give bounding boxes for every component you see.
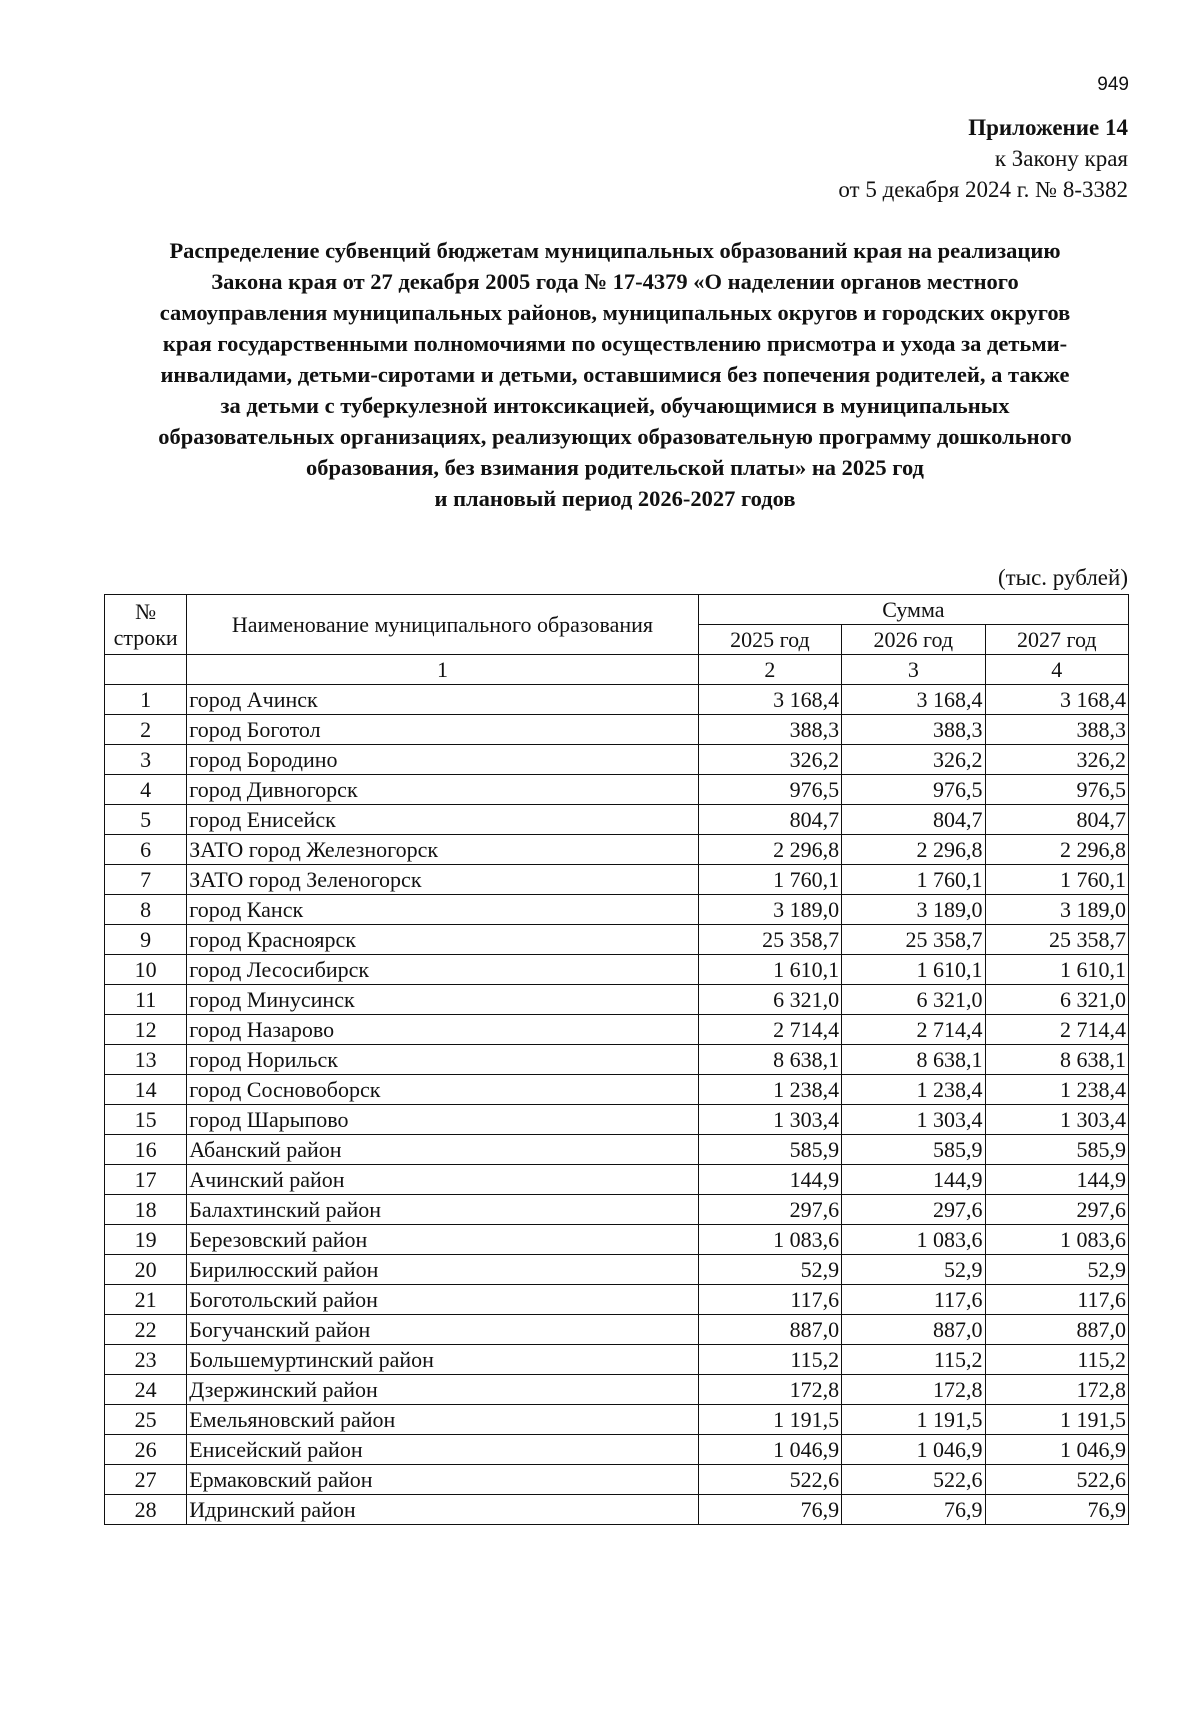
title-line: инвалидами, детьми-сиротами и детьми, оставшимися без попечения родителей, а также [160, 362, 1070, 387]
table-row [105, 1075, 1129, 1105]
row-number-cell: 14 [105, 1075, 187, 1105]
value-2027-cell: 6 321,0 [985, 985, 1128, 1015]
municipality-name-cell: город Дивногорск [187, 775, 698, 805]
table-row [105, 925, 1129, 955]
row-number-cell: 26 [105, 1435, 187, 1465]
value-2027-cell: 3 189,0 [985, 895, 1128, 925]
row-number-cell: 17 [105, 1165, 187, 1195]
table-row [105, 1375, 1129, 1405]
municipality-name-cell: город Боготол [187, 715, 698, 745]
header-year-2026: 2026 год [842, 625, 985, 655]
column-index-blank [105, 655, 187, 685]
value-2027-cell: 1 046,9 [985, 1435, 1128, 1465]
header-row-top [105, 595, 1129, 625]
row-number-cell: 8 [105, 895, 187, 925]
value-2026-cell: 3 189,0 [842, 895, 985, 925]
table-row [105, 685, 1129, 715]
title-line: за детьми с туберкулезной интоксикацией, обучающимися в муниципальных [220, 393, 1010, 418]
value-2026-cell: 976,5 [842, 775, 985, 805]
table-row [105, 1135, 1129, 1165]
value-2027-cell: 297,6 [985, 1195, 1128, 1225]
municipality-name-cell: Ачинский район [187, 1165, 698, 1195]
municipality-name-cell: ЗАТО город Железногорск [187, 835, 698, 865]
value-2027-cell: 2 296,8 [985, 835, 1128, 865]
row-number-cell: 19 [105, 1225, 187, 1255]
table-body [105, 685, 1129, 1525]
municipality-name-cell: город Шарыпово [187, 1105, 698, 1135]
value-2025-cell: 1 083,6 [698, 1225, 841, 1255]
row-number-cell: 11 [105, 985, 187, 1015]
municipality-name-cell: Енисейский район [187, 1435, 698, 1465]
row-number-cell: 24 [105, 1375, 187, 1405]
table-row [105, 985, 1129, 1015]
municipality-name-cell: Емельяновский район [187, 1405, 698, 1435]
value-2025-cell: 8 638,1 [698, 1045, 841, 1075]
row-number-cell: 18 [105, 1195, 187, 1225]
municipality-name-cell: город Ачинск [187, 685, 698, 715]
table-row [105, 1285, 1129, 1315]
value-2025-cell: 3 168,4 [698, 685, 841, 715]
value-2027-cell: 8 638,1 [985, 1045, 1128, 1075]
table-row [105, 865, 1129, 895]
header-row-number-line2: строки [113, 624, 178, 650]
value-2025-cell: 887,0 [698, 1315, 841, 1345]
value-2026-cell: 8 638,1 [842, 1045, 985, 1075]
table-row [105, 1255, 1129, 1285]
header-sum: Сумма [698, 595, 1128, 625]
value-2026-cell: 522,6 [842, 1465, 985, 1495]
value-2027-cell: 1 760,1 [985, 865, 1128, 895]
appendix-law-ref: к Закону края [994, 146, 1128, 171]
row-number-cell: 5 [105, 805, 187, 835]
table-row [105, 805, 1129, 835]
value-2026-cell: 76,9 [842, 1495, 985, 1525]
value-2026-cell: 6 321,0 [842, 985, 985, 1015]
title-line: края государственными полномочиями по осуществлению присмотра и ухода за детьми- [162, 331, 1068, 356]
appendix-law-date: от 5 декабря 2024 г. № 8-3382 [838, 177, 1128, 202]
table-row [105, 1465, 1129, 1495]
value-2025-cell: 388,3 [698, 715, 841, 745]
row-number-cell: 3 [105, 745, 187, 775]
municipality-name-cell: город Лесосибирск [187, 955, 698, 985]
table-row [105, 895, 1129, 925]
value-2025-cell: 1 238,4 [698, 1075, 841, 1105]
table-row [105, 1015, 1129, 1045]
municipality-name-cell: город Красноярск [187, 925, 698, 955]
value-2027-cell: 1 191,5 [985, 1405, 1128, 1435]
value-2027-cell: 887,0 [985, 1315, 1128, 1345]
table-row [105, 1105, 1129, 1135]
table-row [105, 1435, 1129, 1465]
value-2026-cell: 1 046,9 [842, 1435, 985, 1465]
table-row [105, 1195, 1129, 1225]
appendix-header [838, 112, 1128, 205]
value-2025-cell: 1 191,5 [698, 1405, 841, 1435]
value-2027-cell: 1 303,4 [985, 1105, 1128, 1135]
value-2026-cell: 25 358,7 [842, 925, 985, 955]
row-number-cell: 25 [105, 1405, 187, 1435]
document-title [100, 235, 1130, 514]
value-2027-cell: 3 168,4 [985, 685, 1128, 715]
value-2025-cell: 585,9 [698, 1135, 841, 1165]
value-2027-cell: 1 610,1 [985, 955, 1128, 985]
value-2026-cell: 117,6 [842, 1285, 985, 1315]
value-2026-cell: 1 610,1 [842, 955, 985, 985]
value-2025-cell: 1 046,9 [698, 1435, 841, 1465]
table-row [105, 745, 1129, 775]
value-2026-cell: 804,7 [842, 805, 985, 835]
row-number-cell: 23 [105, 1345, 187, 1375]
table-row [105, 955, 1129, 985]
value-2025-cell: 326,2 [698, 745, 841, 775]
value-2025-cell: 76,9 [698, 1495, 841, 1525]
value-2025-cell: 522,6 [698, 1465, 841, 1495]
page-number: 949 [1097, 74, 1129, 95]
value-2025-cell: 172,8 [698, 1375, 841, 1405]
value-2026-cell: 297,6 [842, 1195, 985, 1225]
header-row-number [105, 595, 187, 655]
units-label: (тыс. рублей) [997, 565, 1128, 590]
column-index-row [105, 655, 1129, 685]
value-2025-cell: 6 321,0 [698, 985, 841, 1015]
municipality-name-cell: Большемуртинский район [187, 1345, 698, 1375]
value-2027-cell: 976,5 [985, 775, 1128, 805]
value-2025-cell: 1 760,1 [698, 865, 841, 895]
value-2027-cell: 1 238,4 [985, 1075, 1128, 1105]
municipality-name-cell: город Енисейск [187, 805, 698, 835]
value-2027-cell: 117,6 [985, 1285, 1128, 1315]
municipality-name-cell: Березовский район [187, 1225, 698, 1255]
header-row-number-line1: № [135, 598, 157, 624]
value-2027-cell: 1 083,6 [985, 1225, 1128, 1255]
table-row [105, 1225, 1129, 1255]
municipality-name-cell: Дзержинский район [187, 1375, 698, 1405]
municipality-name-cell: город Норильск [187, 1045, 698, 1075]
table-row [105, 1405, 1129, 1435]
value-2025-cell: 2 296,8 [698, 835, 841, 865]
municipality-name-cell: город Бородино [187, 745, 698, 775]
value-2025-cell: 1 303,4 [698, 1105, 841, 1135]
column-index-3: 3 [842, 655, 985, 685]
municipality-name-cell: Богучанский район [187, 1315, 698, 1345]
table-row [105, 1045, 1129, 1075]
row-number-cell: 22 [105, 1315, 187, 1345]
title-line: Закона края от 27 декабря 2005 года № 17-4379 «О наделении органов местного [211, 269, 1019, 294]
row-number-cell: 21 [105, 1285, 187, 1315]
value-2027-cell: 115,2 [985, 1345, 1128, 1375]
municipality-name-cell: город Минусинск [187, 985, 698, 1015]
value-2025-cell: 804,7 [698, 805, 841, 835]
title-line: образовательных организациях, реализующих образовательную программу дошкольного [158, 424, 1072, 449]
municipality-name-cell: Бирилюсский район [187, 1255, 698, 1285]
table-row [105, 775, 1129, 805]
value-2026-cell: 1 760,1 [842, 865, 985, 895]
value-2027-cell: 804,7 [985, 805, 1128, 835]
municipality-name-cell: Ермаковский район [187, 1465, 698, 1495]
value-2026-cell: 1 191,5 [842, 1405, 985, 1435]
value-2026-cell: 144,9 [842, 1165, 985, 1195]
table-row [105, 1495, 1129, 1525]
row-number-cell: 27 [105, 1465, 187, 1495]
value-2027-cell: 52,9 [985, 1255, 1128, 1285]
title-line: самоуправления муниципальных районов, муниципальных округов и городских округов [159, 300, 1071, 325]
value-2026-cell: 52,9 [842, 1255, 985, 1285]
value-2026-cell: 115,2 [842, 1345, 985, 1375]
value-2027-cell: 585,9 [985, 1135, 1128, 1165]
value-2027-cell: 2 714,4 [985, 1015, 1128, 1045]
municipality-name-cell: город Назарово [187, 1015, 698, 1045]
row-number-cell: 1 [105, 685, 187, 715]
subvention-table [104, 594, 1129, 1525]
municipality-name-cell: ЗАТО город Зеленогорск [187, 865, 698, 895]
value-2026-cell: 172,8 [842, 1375, 985, 1405]
table-row [105, 715, 1129, 745]
row-number-cell: 10 [105, 955, 187, 985]
municipality-name-cell: Боготольский район [187, 1285, 698, 1315]
row-number-cell: 12 [105, 1015, 187, 1045]
appendix-title: Приложение 14 [968, 115, 1128, 140]
column-index-4: 4 [985, 655, 1128, 685]
value-2026-cell: 585,9 [842, 1135, 985, 1165]
value-2025-cell: 144,9 [698, 1165, 841, 1195]
row-number-cell: 4 [105, 775, 187, 805]
table-row [105, 1315, 1129, 1345]
value-2026-cell: 3 168,4 [842, 685, 985, 715]
header-year-2025: 2025 год [698, 625, 841, 655]
title-line: Распределение субвенций бюджетам муниципальных образований края на реализацию [169, 238, 1061, 263]
value-2025-cell: 52,9 [698, 1255, 841, 1285]
column-index-2: 2 [698, 655, 841, 685]
row-number-cell: 28 [105, 1495, 187, 1525]
value-2025-cell: 2 714,4 [698, 1015, 841, 1045]
value-2026-cell: 1 238,4 [842, 1075, 985, 1105]
municipality-name-cell: город Канск [187, 895, 698, 925]
municipality-name-cell: Абанский район [187, 1135, 698, 1165]
title-line: и плановый период 2026-2027 годов [434, 486, 796, 511]
table-row [105, 835, 1129, 865]
value-2025-cell: 297,6 [698, 1195, 841, 1225]
row-number-cell: 16 [105, 1135, 187, 1165]
value-2027-cell: 522,6 [985, 1465, 1128, 1495]
value-2025-cell: 976,5 [698, 775, 841, 805]
value-2025-cell: 115,2 [698, 1345, 841, 1375]
value-2026-cell: 388,3 [842, 715, 985, 745]
value-2027-cell: 388,3 [985, 715, 1128, 745]
value-2025-cell: 117,6 [698, 1285, 841, 1315]
value-2027-cell: 172,8 [985, 1375, 1128, 1405]
table-row [105, 1345, 1129, 1375]
municipality-name-cell: Балахтинский район [187, 1195, 698, 1225]
title-line: образования, без взимания родительской платы» на 2025 год [306, 455, 924, 480]
value-2026-cell: 1 083,6 [842, 1225, 985, 1255]
column-index-1: 1 [187, 655, 698, 685]
value-2026-cell: 887,0 [842, 1315, 985, 1345]
row-number-cell: 6 [105, 835, 187, 865]
value-2025-cell: 1 610,1 [698, 955, 841, 985]
value-2026-cell: 1 303,4 [842, 1105, 985, 1135]
row-number-cell: 13 [105, 1045, 187, 1075]
value-2025-cell: 25 358,7 [698, 925, 841, 955]
value-2026-cell: 2 714,4 [842, 1015, 985, 1045]
row-number-cell: 2 [105, 715, 187, 745]
value-2026-cell: 2 296,8 [842, 835, 985, 865]
value-2027-cell: 144,9 [985, 1165, 1128, 1195]
row-number-cell: 7 [105, 865, 187, 895]
row-number-cell: 15 [105, 1105, 187, 1135]
value-2027-cell: 76,9 [985, 1495, 1128, 1525]
table-row [105, 1165, 1129, 1195]
value-2027-cell: 326,2 [985, 745, 1128, 775]
value-2025-cell: 3 189,0 [698, 895, 841, 925]
row-number-cell: 9 [105, 925, 187, 955]
row-number-cell: 20 [105, 1255, 187, 1285]
header-year-2027: 2027 год [985, 625, 1128, 655]
value-2027-cell: 25 358,7 [985, 925, 1128, 955]
municipality-name-cell: город Сосновоборск [187, 1075, 698, 1105]
value-2026-cell: 326,2 [842, 745, 985, 775]
municipality-name-cell: Идринский район [187, 1495, 698, 1525]
header-municipality-name: Наименование муниципального образования [187, 595, 698, 655]
